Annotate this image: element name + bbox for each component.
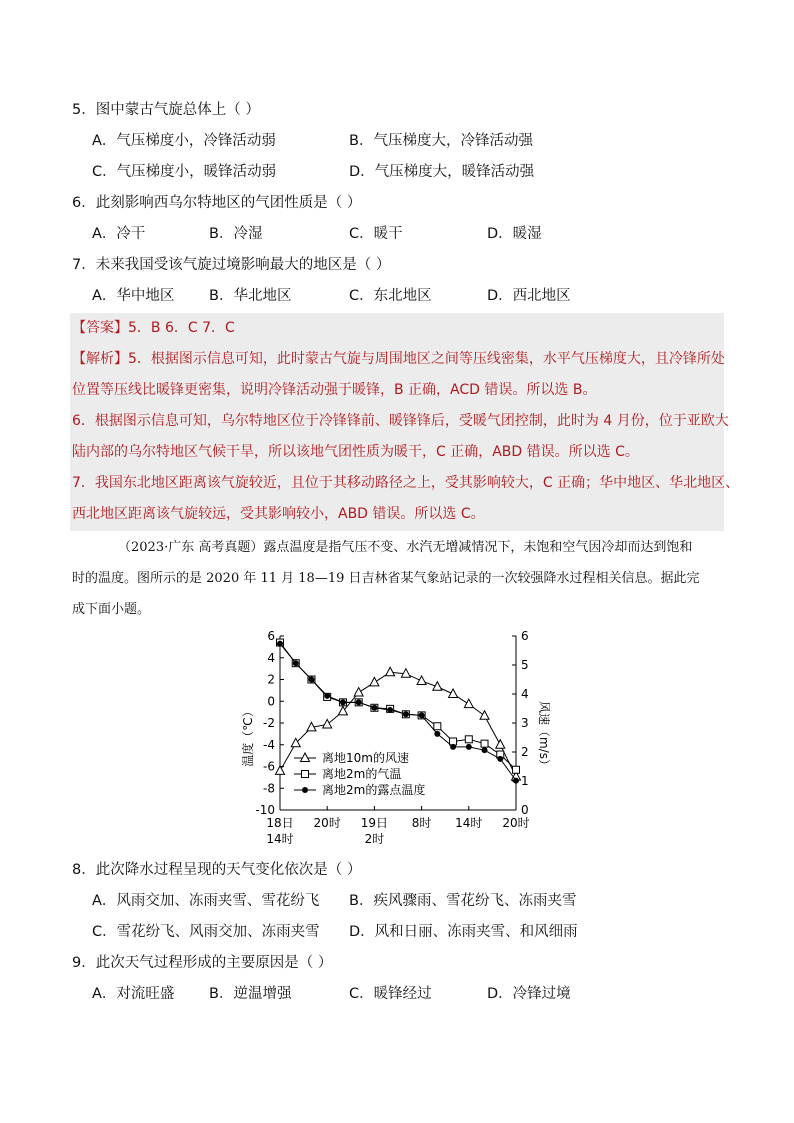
data-point-triangle [323,719,332,728]
y-right-tick-label: 2 [521,745,529,759]
q8-option-c[interactable]: C．雪花纷飞、风雨交加、冻雨夹雪 [92,924,320,940]
q6-option-d[interactable]: D．暖湿 [487,226,542,242]
y-left-tick-label: 2 [267,672,275,687]
legend-label: 离地10m的风速 [322,751,409,765]
data-point-triangle [417,676,426,685]
q6-stem: 6．此刻影响西乌尔特地区的气团性质是（ ） [72,195,362,211]
y-right-tick-label: 4 [521,687,529,701]
q8-stem: 8．此次降水过程呈现的天气变化依次是（ ） [72,862,362,878]
y-right-tick-label: 6 [521,629,529,643]
y-axis-label-right: 风速（m/s） [537,701,551,771]
data-point-dot [293,660,299,666]
data-point-square [481,740,488,747]
data-point-dot [387,707,393,713]
q9-option-b[interactable]: B．逆温增强 [209,986,292,1002]
x-tick-label: 8时 [411,816,432,830]
weather-chart [238,626,554,854]
legend-label: 离地2m的露点温度 [322,783,426,797]
data-point-triangle [464,699,473,708]
q5-option-b[interactable]: B．气压梯度大，冷锋活动强 [349,133,533,149]
data-point-triangle [276,766,285,775]
x-tick-label: 20时 [502,816,530,830]
y-left-tick-label: 4 [267,650,275,665]
legend-marker-square [302,771,309,778]
q9-stem: 9．此次天气过程形成的主要原因是（ ） [72,955,333,971]
legend-marker-dot [302,787,308,793]
y-right-tick-label: 3 [521,716,529,730]
data-point-square [465,736,472,743]
y-left-tick-label: 0 [267,694,275,709]
data-point-dot [340,699,346,705]
data-point-dot [419,712,425,718]
x-tick-label: 19日 [360,816,389,830]
analysis-line-3: 6．根据图示信息可知，乌尔特地区位于冷锋锋前、暖锋锋后，受暖气团控制，此时为 4 月份，位于亚欧大 [72,413,729,429]
q5-option-a[interactable]: A．气压梯度小，冷锋活动弱 [92,133,276,149]
q7-option-d[interactable]: D．西北地区 [487,288,571,304]
data-point-triangle [480,711,489,720]
q8-option-b[interactable]: B．疾风骤雨、雪花纷飞、冻雨夹雪 [349,893,577,909]
data-point-dot [324,693,330,699]
data-point-triangle [354,688,363,697]
y-left-tick-label: 6 [267,629,275,643]
y-left-tick-label: -2 [263,716,275,730]
intro-line-2: 时的温度。图所示的是 2020 年 11 月 18—19 日吉林省某气象站记录的一次较强降水过程相关信息。据此完 [72,571,700,586]
q5-option-c[interactable]: C．气压梯度小，暖锋活动弱 [92,164,277,180]
data-point-dot [403,711,409,717]
data-point-triangle [496,740,505,749]
legend-label: 离地2m的气温 [322,767,402,781]
y-right-tick-label: 5 [521,658,529,672]
x-tick-label: 14时 [455,816,483,830]
q6-option-a[interactable]: A．冷干 [92,226,146,242]
q7-stem: 7．未来我国受该气旋过境影响最大的地区是（ ） [72,257,391,273]
q9-option-c[interactable]: C．暖锋经过 [349,986,432,1002]
data-point-triangle [370,677,379,686]
intro-line-1: （2023·广东 高考真题）露点温度是指气压不变、水汽无增减情况下，未饱和空气因冷却而达到饱和 [118,540,693,555]
data-point-dot [308,677,314,683]
x-tick-label-second-line: 2时 [364,832,385,846]
data-point-dot [371,705,377,711]
analysis-line-4: 陆内部的乌尔特地区气候干旱，所以该地气团性质为暖干，C 正确，ABD 错误。所以选 C。 [72,444,639,460]
q8-option-a[interactable]: A．风雨交加、冻雨夹雪、雪花纷飞 [92,893,320,909]
q9-option-d[interactable]: D．冷锋过境 [487,986,571,1002]
data-point-triangle [449,689,458,698]
data-point-dot [482,747,488,753]
data-point-dot [450,744,456,750]
x-tick-label-second-line: 14时 [266,832,294,846]
y-left-tick-label: -8 [263,781,275,796]
legend-marker-triangle [301,753,310,762]
data-point-dot [513,778,519,784]
q8-option-d[interactable]: D．风和日丽、冻雨夹雪、和风细雨 [349,924,578,940]
q6-option-b[interactable]: B．冷湿 [209,226,263,242]
data-point-dot [466,744,472,750]
analysis-line-5: 7．我国东北地区距离该气旋较近，且位于其移动路径之上，受其影响较大，C 正确；华中地区、华北地区、 [72,475,740,491]
q7-option-c[interactable]: C．东北地区 [349,288,432,304]
y-left-tick-label: -6 [263,759,275,774]
q6-option-c[interactable]: C．暖干 [349,226,403,242]
q5-stem: 5．图中蒙古气旋总体上（ ） [72,102,260,118]
data-point-triangle [386,667,395,676]
data-point-dot [497,756,503,762]
data-point-square [434,723,441,730]
q9-option-a[interactable]: A．对流旺盛 [92,986,175,1002]
analysis-line-6: 西北地区距离该气旋较远，受其影响较小，ABD 错误。所以选 C。 [72,506,485,522]
x-tick-label: 18日 [266,816,294,830]
y-left-tick-label: -4 [263,737,275,752]
data-point-dot [277,641,283,647]
y-axis-label-left: 温度（℃） [241,705,255,767]
data-point-dot [356,699,362,705]
intro-line-3: 成下面小题。 [72,602,151,617]
q7-option-b[interactable]: B．华北地区 [209,288,292,304]
x-tick-label: 20时 [313,816,341,830]
data-point-square [513,766,520,773]
answer-line: 【答案】5．B 6．C 7．C [72,320,235,336]
q7-option-a[interactable]: A．华中地区 [92,288,175,304]
y-right-tick-label: 1 [521,774,529,788]
y-left-tick-label: -10 [255,803,275,817]
y-right-tick-label: 0 [521,803,529,817]
q5-option-d[interactable]: D．气压梯度大，暖锋活动强 [349,164,535,180]
analysis-line-1: 【解析】5．根据图示信息可知，此时蒙古气旋与周围地区之间等压线密集，水平气压梯度大，且冷锋所处 [72,351,725,367]
analysis-line-2: 位置等压线比暖锋更密集，说明冷锋活动强于暖锋，B 正确，ACD 错误。所以选 B。 [72,382,597,398]
data-point-dot [434,731,440,737]
